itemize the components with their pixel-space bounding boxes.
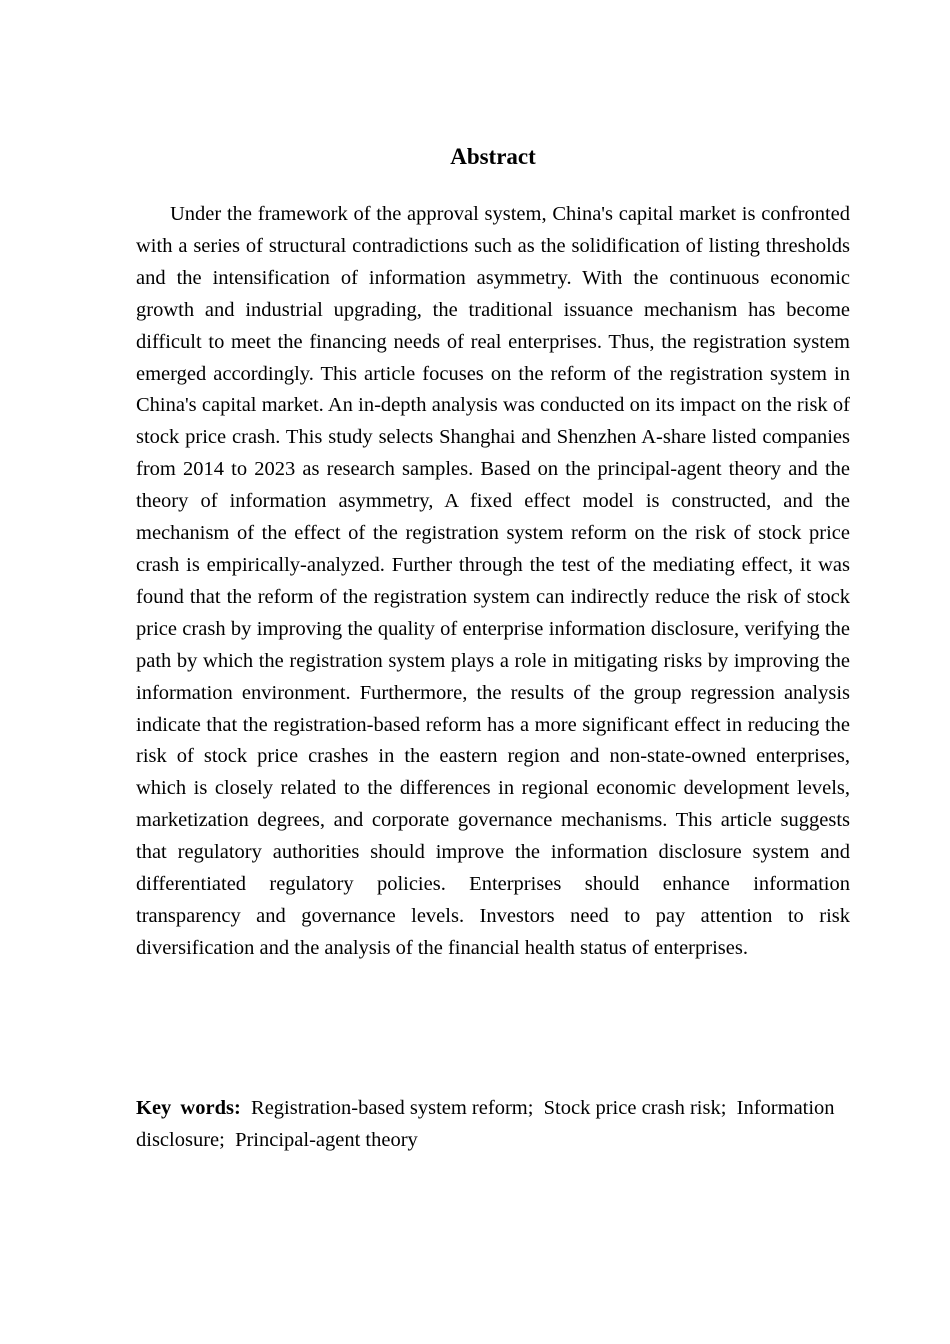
abstract-title: Abstract	[450, 144, 536, 169]
keywords-label: Key words:	[136, 1097, 241, 1119]
abstract-body: Under the framework of the approval system, China's capital market is confronted with a series of structural contradictions such as the solidification of listing thresholds and the intensification of information asymmetry. With the continuous economic growth and industrial upgrading, the traditional issuance mechanism has become difficult to meet the financing needs of real enterprises. Thus, the registration system emerged accordingly. This article focuses on the reform of the registration system in China's capital market. An in-depth analysis was conducted on its impact on the risk of stock price crash. This study selects Shanghai and Shenzhen A-share listed companies from 2014 to 2023 as research samples. Based on the principal-agent theory and the theory of information asymmetry, A fixed effect model is constructed, and the mechanism of the effect of the registration system reform on the risk of stock price crash is empirically-analyzed. Further through the test of the mediating effect, it was found that the reform of the registration system can indirectly reduce the risk of stock price crash by improving the quality of enterprise information disclosure, verifying the path by which the registration system plays a role in mitigating risks by improving the information environment. Furthermore, the results of the group regression analysis indicate that the registration-based reform has a more significant effect in reducing the risk of stock price crashes in the eastern region and non-state-owned enterprises, which is closely related to the differences in regional economic development levels, marketization degrees, and corporate governance mechanisms. This article suggests that regulatory authorities should improve the information disclosure system and differentiated regulatory policies. Enterprises should enhance information transparency and governance levels. Investors need to pay attention to risk diversification and the analysis of the financial health status of enterprises.	[136, 203, 850, 959]
keywords-values: Registration-based system reform; Stock price crash risk; Information disclosure; Principal-agent theory	[136, 1097, 840, 1151]
keywords-line	[136, 1092, 850, 1156]
